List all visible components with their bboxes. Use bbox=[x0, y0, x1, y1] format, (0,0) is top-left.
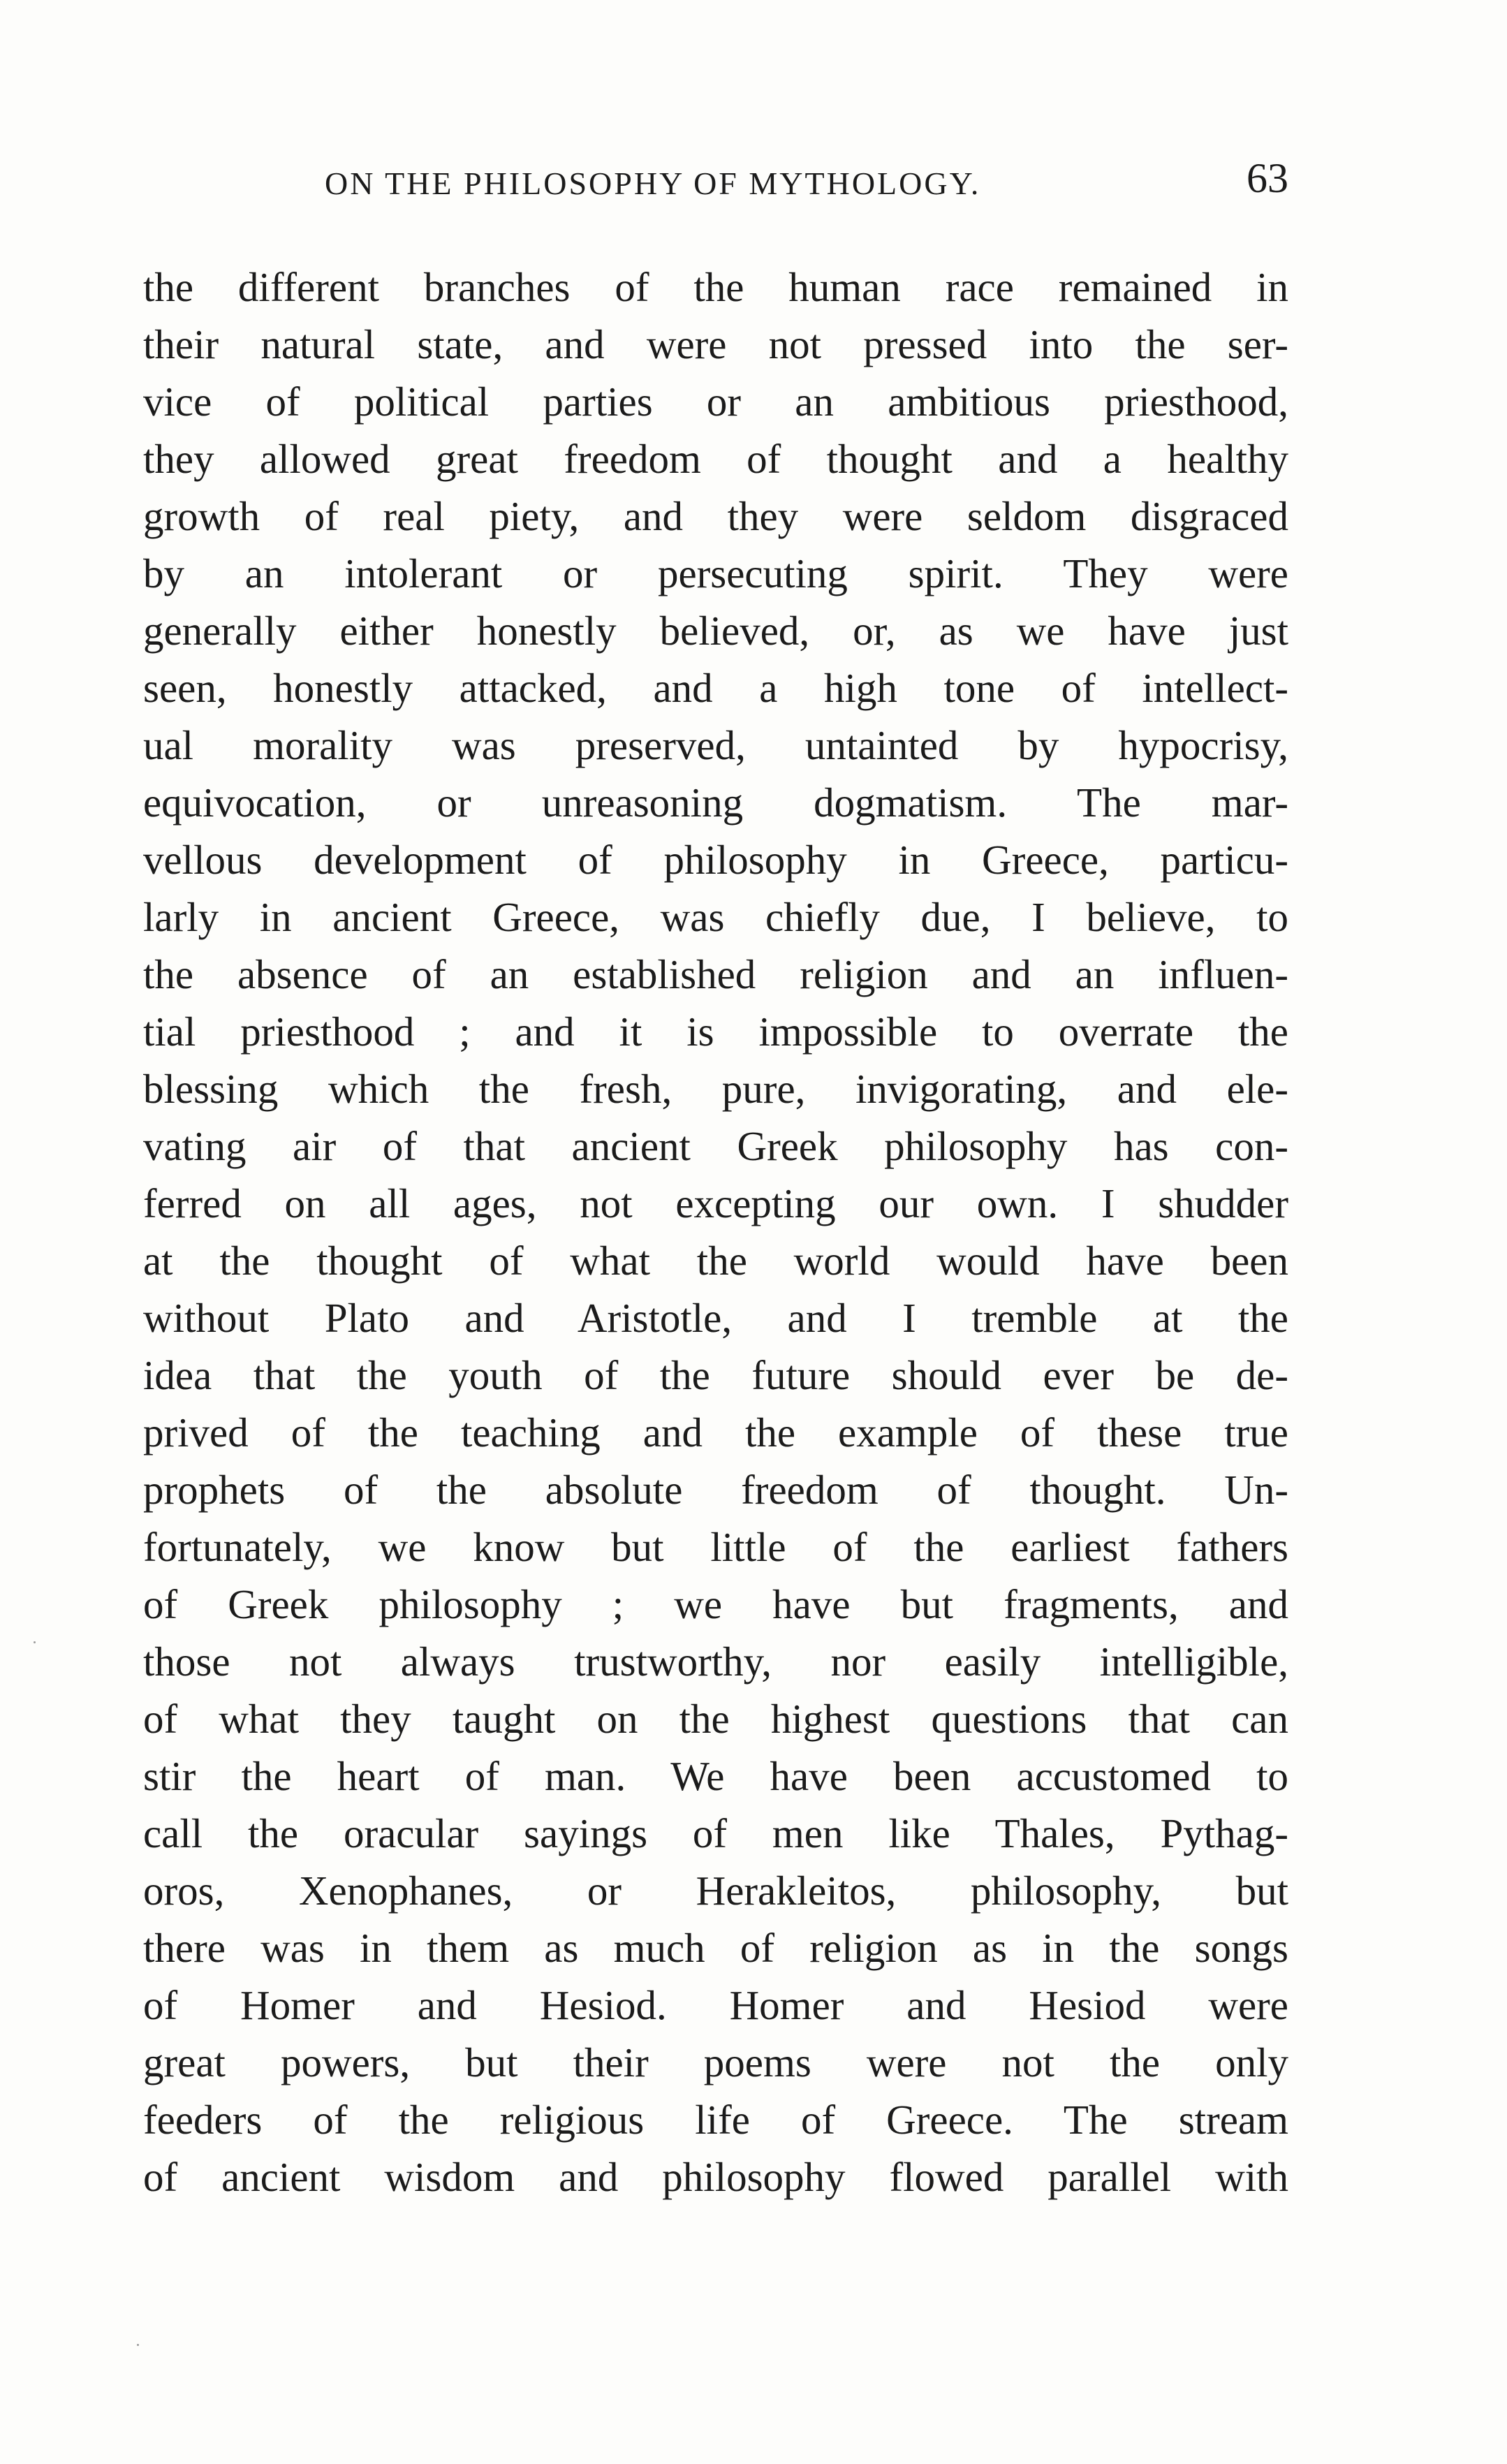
text-line: by an intolerant or persecuting spirit. They were bbox=[143, 550, 1288, 596]
text-line: seen, honestly attacked, and a high tone of intellect- bbox=[143, 665, 1288, 711]
text-line: tial priesthood ; and it is impossible to overrate the bbox=[143, 1009, 1288, 1055]
text-line: generally either honestly believed, or, as we have just bbox=[143, 608, 1288, 654]
text-line: vating air of that ancient Greek philosophy has con- bbox=[143, 1123, 1288, 1169]
text-line: of what they taught on the highest questions that can bbox=[143, 1696, 1288, 1742]
text-line: larly in ancient Greece, was chiefly due, I believe, to bbox=[143, 894, 1288, 940]
running-header bbox=[143, 155, 1288, 208]
text-line: blessing which the fresh, pure, invigorating, and ele- bbox=[143, 1066, 1288, 1112]
running-title: ON THE PHILOSOPHY OF MYTHOLOGY. bbox=[325, 166, 981, 201]
text-line: ual morality was preserved, untainted by hypocrisy, bbox=[143, 722, 1288, 768]
text-line: growth of real piety, and they were seldom disgraced bbox=[143, 493, 1288, 539]
text-line: the absence of an established religion and an influen- bbox=[143, 951, 1288, 997]
text-line: their natural state, and were not pressed into the ser- bbox=[143, 321, 1288, 367]
text-line: they allowed great freedom of thought and a healthy bbox=[143, 436, 1288, 482]
text-line: ferred on all ages, not excepting our own. I shudder bbox=[143, 1180, 1288, 1226]
text-line: vellous development of philosophy in Greece, particu- bbox=[143, 837, 1288, 883]
page-number: 63 bbox=[1247, 155, 1288, 201]
text-line: great powers, but their poems were not the only bbox=[143, 2039, 1288, 2085]
text-line: without Plato and Aristotle, and I tremble at the bbox=[143, 1295, 1288, 1341]
text-line: feeders of the religious life of Greece. The stream bbox=[143, 2097, 1288, 2143]
text-line: oros, Xenophanes, or Herakleitos, philosophy, but bbox=[143, 1868, 1288, 1914]
paper-speck bbox=[34, 1641, 36, 1643]
text-line: those not always trustworthy, nor easily intelligible, bbox=[143, 1638, 1288, 1685]
text-line: vice of political parties or an ambitious priesthood, bbox=[143, 379, 1288, 425]
text-line: prived of the teaching and the example of these true bbox=[143, 1409, 1288, 1455]
text-line: equivocation, or unreasoning dogmatism. The mar- bbox=[143, 779, 1288, 826]
text-line: there was in them as much of religion as in the songs bbox=[143, 1925, 1288, 1971]
text-line: the different branches of the human race remained in bbox=[143, 264, 1288, 310]
body-text bbox=[143, 258, 1288, 2206]
text-line: idea that the youth of the future should ever be de- bbox=[143, 1352, 1288, 1398]
text-line: of Homer and Hesiod. Homer and Hesiod were bbox=[143, 1982, 1288, 2028]
text-line: fortunately, we know but little of the earliest fathers bbox=[143, 1524, 1288, 1570]
text-line: prophets of the absolute freedom of thought. Un- bbox=[143, 1467, 1288, 1513]
text-line: call the oracular sayings of men like Thales, Pythag- bbox=[143, 1810, 1288, 1856]
text-line: stir the heart of man. We have been accustomed to bbox=[143, 1753, 1288, 1799]
text-line: of Greek philosophy ; we have but fragments, and bbox=[143, 1581, 1288, 1627]
paper-speck bbox=[137, 2344, 139, 2346]
text-line: at the thought of what the world would have been bbox=[143, 1238, 1288, 1284]
text-line: of ancient wisdom and philosophy flowed parallel with bbox=[143, 2154, 1288, 2200]
